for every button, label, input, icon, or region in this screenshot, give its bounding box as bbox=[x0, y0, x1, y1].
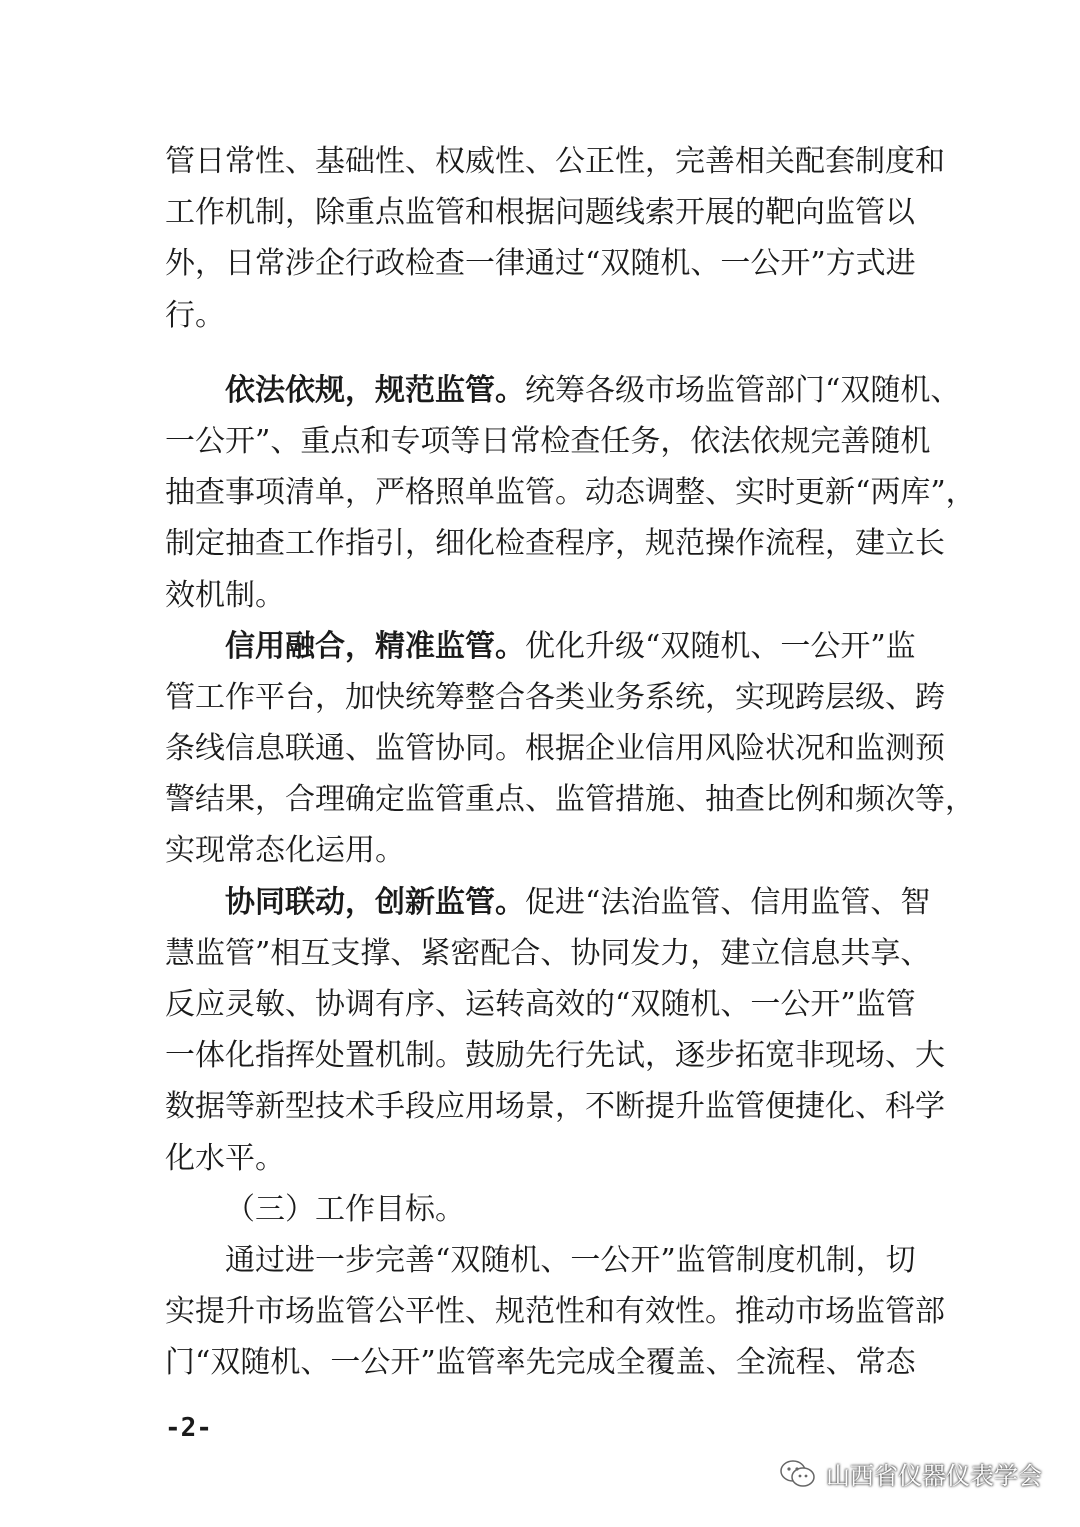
paragraph-4 bbox=[165, 877, 945, 1184]
wechat-icon bbox=[778, 1457, 818, 1491]
page-number: -2- bbox=[165, 1413, 212, 1443]
text-line: 一体化指挥处置机制。鼓励先行先试，逐步拓宽非现场、大 bbox=[165, 1038, 945, 1074]
watermark-text: 山西省仪器仪表学会 bbox=[826, 1462, 1042, 1490]
paragraph-heading: 依法依规，规范监管。 bbox=[225, 372, 525, 408]
watermark bbox=[778, 1456, 1042, 1491]
text-line: 工作机制，除重点监管和根据问题线索开展的靶向监管以 bbox=[165, 195, 915, 231]
text-line: 化水平。 bbox=[165, 1140, 285, 1176]
text-line: 抽查事项清单，严格照单监管。动态调整、实时更新“两库”， bbox=[165, 475, 976, 511]
paragraph-text: 促进“法治监管、信用监管、智 bbox=[525, 884, 931, 920]
text-line: 管日常性、基础性、权威性、公正性，完善相关配套制度和 bbox=[165, 144, 945, 179]
text-line: 条线信息联通、监管协同。根据企业信用风险状况和监测预 bbox=[165, 731, 945, 767]
paragraph-heading: 协同联动，创新监管。 bbox=[225, 884, 525, 920]
text-line: 效机制。 bbox=[165, 577, 285, 613]
text-line bbox=[165, 621, 915, 672]
paragraph-5 bbox=[165, 1235, 945, 1389]
text-line: 通过进一步完善“双随机、一公开”监管制度机制，切 bbox=[225, 1242, 916, 1278]
text-line: 警结果，合理确定监管重点、监管措施、抽查比例和频次等， bbox=[165, 782, 975, 818]
text-line: 行。 bbox=[165, 297, 225, 333]
text-line: 实提升市场监管公平性、规范性和有效性。推动市场监管部 bbox=[165, 1294, 945, 1330]
section-title: （三）工作目标。 bbox=[225, 1191, 465, 1227]
paragraph-1 bbox=[165, 136, 945, 341]
text-line: 慧监管”相互支撑、紧密配合、协同发力，建立信息共享、 bbox=[165, 935, 931, 971]
text-line: 管工作平台，加快统筹整合各类业务系统，实现跨层级、跨 bbox=[165, 679, 945, 715]
paragraph-text: 统筹各级市场监管部门“双随机、 bbox=[525, 372, 961, 408]
text-line bbox=[165, 365, 961, 416]
document-body bbox=[165, 136, 976, 1389]
paragraph-2 bbox=[165, 365, 976, 621]
text-line: 外，日常涉企行政检查一律通过“双随机、一公开”方式进 bbox=[165, 246, 916, 282]
text-line: 制定抽查工作指引，细化检查程序，规范操作流程，建立长 bbox=[165, 526, 945, 562]
paragraph-heading: 信用融合，精准监管。 bbox=[225, 628, 525, 664]
text-line: 反应灵敏、协调有序、运转高效的“双随机、一公开”监管 bbox=[165, 987, 916, 1022]
paragraph-text: 优化升级“双随机、一公开”监 bbox=[525, 628, 916, 664]
text-line: 实现常态化运用。 bbox=[165, 833, 405, 869]
text-line: 数据等新型技术手段应用场景，不断提升监管便捷化、科学 bbox=[165, 1089, 945, 1125]
text-line bbox=[165, 877, 931, 928]
text-line: 一公开”、重点和专项等日常检查任务，依法依规完善随机 bbox=[165, 423, 931, 459]
paragraph-3 bbox=[165, 621, 975, 877]
text-line: 门“双随机、一公开”监管率先完成全覆盖、全流程、常态 bbox=[165, 1345, 916, 1381]
